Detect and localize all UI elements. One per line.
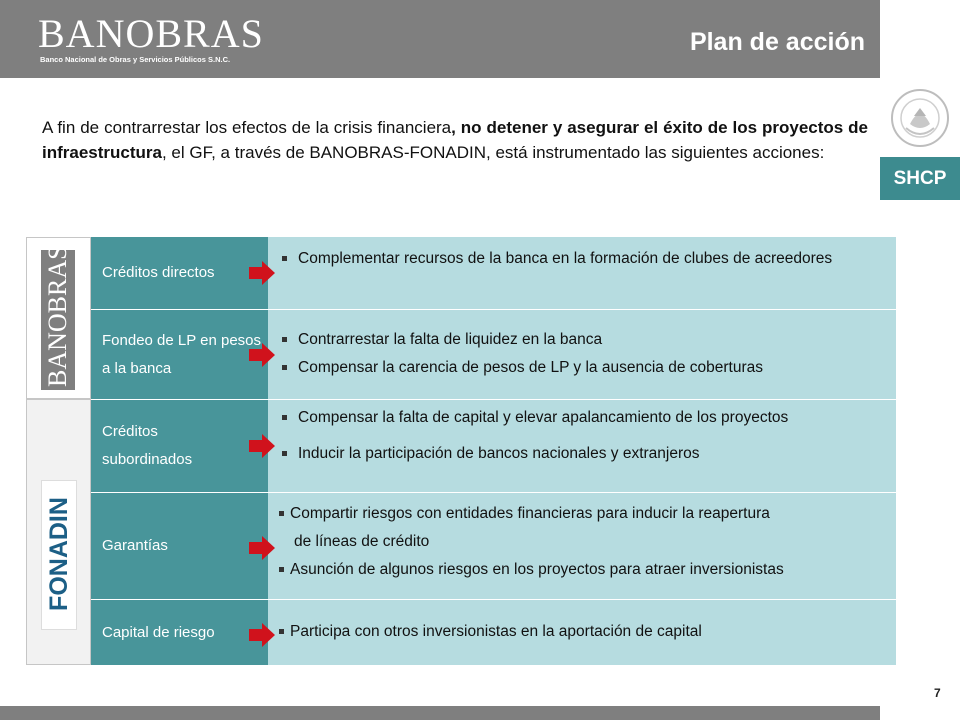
fonadin-vertical-logo <box>41 480 77 630</box>
category-label: Capital de riesgo <box>102 623 215 641</box>
bullet-continuation: de líneas de crédito <box>294 533 430 550</box>
fonadin-vertical-text: FONADIN <box>45 497 73 611</box>
red-arrow-icon <box>248 434 276 458</box>
red-arrow-icon <box>248 343 276 367</box>
bullet-item: Inducir la participación de bancos nacionales y extranjeros <box>280 440 896 468</box>
intro-text-3: , el GF, a través de BANOBRAS-FONADIN, está instrumentado las siguientes acciones: <box>161 143 825 162</box>
description-fondeo-lp <box>268 310 896 399</box>
logo-subtitle: Banco Nacional de Obras y Servicios Públicos S.N.C. <box>40 55 231 64</box>
banobras-logo <box>38 12 268 68</box>
page-title: Plan de acción <box>689 28 865 56</box>
description-capital-riesgo <box>268 600 896 665</box>
header-bar <box>0 0 880 78</box>
bullet-item: Contrarrestar la falta de liquidez en la banca <box>280 326 896 354</box>
red-arrow-icon <box>248 623 276 647</box>
bullet-item: Asunción de algunos riesgos en los proyectos para atraer inversionistas <box>279 556 896 584</box>
category-fondeo-lp <box>91 310 268 399</box>
bullet-item: Compensar la carencia de pesos de LP y la ausencia de coberturas <box>280 354 896 382</box>
red-arrow-icon <box>248 536 276 560</box>
footer-bar <box>0 706 880 720</box>
intro-text-bold: , no detener y asegurar el éxito de los proyectos de infraestructura <box>42 118 868 162</box>
banobras-logo-cell <box>26 237 91 399</box>
category-garantias <box>91 493 268 599</box>
category-label: Créditos subordinados <box>102 423 193 468</box>
fonadin-logo-cell <box>26 399 91 665</box>
bullet-item: Compensar la falta de capital y elevar apalancamiento de los proyectos <box>280 404 896 432</box>
header-right-blank <box>880 0 960 78</box>
category-creditos-subordinados <box>91 400 268 492</box>
banobras-vertical-logo <box>41 245 75 390</box>
category-label: Créditos directos <box>102 264 215 281</box>
shcp-label: SHCP <box>880 157 960 200</box>
description-garantias <box>268 493 896 599</box>
bullet-item: Complementar recursos de la banca en la formación de clubes de acreedores <box>280 245 858 273</box>
description-creditos-subordinados <box>268 400 896 492</box>
bullet-item: Participa con otros inversionistas en la aportación de capital <box>279 618 896 646</box>
category-label: Fondeo de LP en pesos a la banca <box>102 331 262 377</box>
logo-wordmark: BANOBRAS <box>38 11 264 56</box>
intro-text-1: A fin de contrarrestar los efectos de la crisis financiera <box>42 118 452 137</box>
category-creditos-directos <box>91 237 268 309</box>
category-capital-riesgo <box>91 600 268 665</box>
red-arrow-icon <box>248 261 276 285</box>
description-creditos-directos <box>268 237 896 309</box>
mexico-seal-icon <box>888 86 952 150</box>
category-label: Garantías <box>102 537 168 554</box>
action-table <box>26 237 896 665</box>
banobras-vertical-text: BANOBRAS <box>43 245 72 387</box>
intro-paragraph <box>42 115 868 165</box>
page-number: 7 <box>934 686 941 700</box>
bullet-item: Compartir riesgos con entidades financieras para inducir la reapertura <box>279 500 896 528</box>
